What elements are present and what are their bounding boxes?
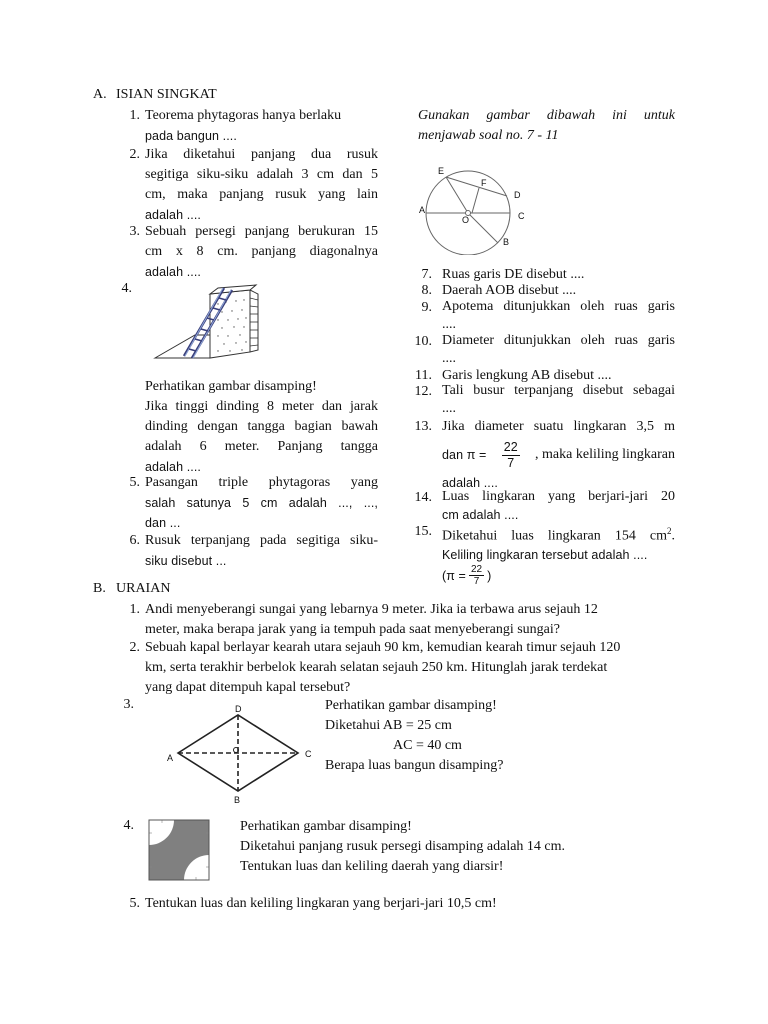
section-b-label: B.	[93, 581, 106, 596]
question-number: 2.	[129, 640, 140, 655]
rhombus-label-c: C	[305, 749, 312, 759]
section-a-label: A.	[93, 87, 107, 102]
circle-label-c: C	[518, 211, 525, 221]
pi-fraction: $\frac{22}{7}$	[470, 564, 483, 588]
section-b-title: URAIAN	[116, 581, 171, 596]
question-number: 1.	[129, 602, 140, 617]
question-text: Andi menyeberangi sungai yang lebarnya 9 meter. Jika ia terbawa arus sejauh 12 meter, maka berapa jarak yang ia tempuh pada saat menyeberangi sungai?	[145, 602, 598, 637]
question-b3: Perhatikan gambar disamping! Diketahui AB = 25 cm AC = 40 cm Berapa luas bangun disamping?	[325, 698, 504, 773]
question-number: 5.	[129, 896, 140, 911]
question-number: 8.	[421, 283, 432, 298]
circle-label-b: B	[503, 237, 510, 247]
question-number: 10.	[414, 334, 432, 349]
question-number: 9.	[421, 300, 432, 315]
question-number: 15.	[414, 524, 432, 539]
question-number: 4.	[121, 281, 132, 296]
question-number: 5.	[129, 475, 140, 490]
question-number: 3.	[123, 697, 134, 712]
question-number: 7.	[421, 267, 432, 282]
question-text: Tali busur terpanjang disebut sebagai ....	[442, 383, 675, 416]
circle-label-d: D	[514, 190, 521, 200]
question-text: Apotema ditunjukkan oleh ruas garis ....	[442, 299, 675, 332]
question-text: Diameter ditunjukkan oleh ruas garis ....	[442, 333, 675, 366]
circle-label-o: O	[462, 215, 470, 225]
question-number: 4.	[123, 818, 134, 833]
question-text: Rusuk terpanjang pada segitiga siku- siku disebut ...	[145, 533, 378, 568]
circle-label-a: A	[419, 205, 426, 215]
ladder-wall-figure	[150, 280, 270, 365]
question-b4: Perhatikan gambar disamping! Diketahui panjang rusuk persegi disamping adalah 14 cm. Tentukan luas dan keliling daerah yang diarsir!	[240, 819, 566, 874]
question-number: 1.	[129, 108, 140, 123]
question-number: 3.	[129, 224, 140, 239]
question-text: Jika diketahui panjang dua rusuk segitiga siku-siku adalah 3 cm dan 5 cm, maka panjang rusuk yang lain adalah ....	[145, 147, 378, 222]
question-text: Tentukan luas dan keliling lingkaran yang berjari-jari 10,5 cm!	[145, 896, 497, 911]
question-text: Sebuah persegi panjang berukuran 15 cm x 8 cm. panjang diagonalnya adalah ....	[145, 224, 378, 279]
question-text: Teorema phytagoras hanya berlaku pada bangun ....	[145, 108, 342, 143]
rhombus-figure	[160, 700, 325, 808]
question-text: Pasangan triple phytagoras yang salah satunya 5 cm adalah ..., ..., dan ...	[145, 475, 378, 530]
section-a-title: ISIAN SINGKAT	[116, 87, 217, 102]
circle-figure	[415, 160, 535, 255]
question-number: 12.	[414, 384, 432, 399]
circle-label-f: F	[481, 178, 487, 188]
question-text: Perhatikan gambar disamping! Jika tinggi dinding 8 meter dan jarak dinding dengan tangga bagian bawah adalah 6 meter. Panjang tangga adalah ....	[145, 379, 378, 474]
pi-fraction: $\frac{22}{7}$	[503, 439, 518, 470]
question-number: 11.	[415, 368, 432, 383]
question-text: Sebuah kapal berlayar kearah utara sejauh 90 km, kemudian kearah timur sejauh 120 km, serta terakhir berbelok kearah selatan sejauh 250 km. Hitunglah jarak terdekat yang dapat ditempuh kapal tersebut?	[145, 640, 621, 695]
question-number: 6.	[129, 533, 140, 548]
question-number: 2.	[129, 147, 140, 162]
question-text: Garis lengkung AB disebut ....	[442, 368, 612, 383]
question-text: Ruas garis DE disebut ....	[442, 267, 585, 282]
question-text: Diketahui luas lingkaran 154 $cm^2$. Keliling lingkaran tersebut adalah .... (π = $\frac{22}{7}$ )	[442, 526, 675, 588]
rhombus-label-a: A	[167, 753, 174, 763]
rhombus-label-b: B	[234, 795, 241, 805]
question-text: Jika diameter suatu lingkaran 3,5 m dan π = $\frac{22}{7}$ , maka keliling lingkaran adalah ....	[442, 419, 675, 490]
circle-label-e: E	[438, 166, 445, 176]
question-number: 13.	[414, 419, 432, 434]
question-number: 14.	[414, 490, 432, 505]
question-text: Daerah AOB disebut ....	[442, 283, 577, 298]
rhombus-label-d: D	[235, 704, 242, 714]
right-column-instruction: Gunakan gambar dibawah ini untuk menjawab soal no. 7 - 11	[418, 108, 675, 143]
shaded-square-figure	[148, 819, 210, 881]
question-text: Luas lingkaran yang berjari-jari 20 cm adalah ....	[442, 489, 675, 522]
